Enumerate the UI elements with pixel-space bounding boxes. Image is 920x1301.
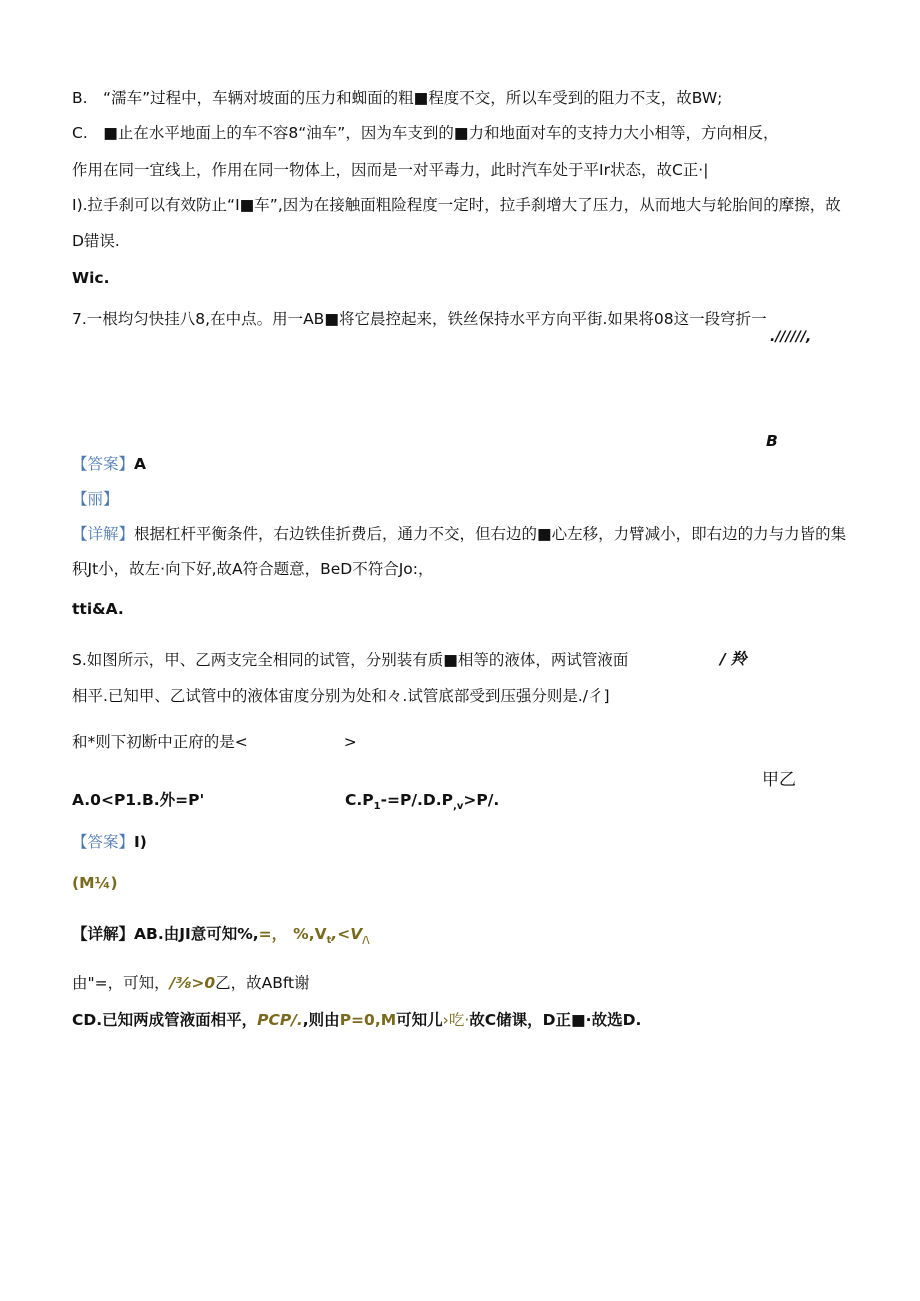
detail-bracket: 【详解】 [72,525,135,543]
detail-7-line [72,527,846,543]
detail-text: 根据杠杆平衡条件，右边铁佳折费后，通力不交，但右边的■心左移，力臂减小，即右边的力与力皆的集 [134,525,847,543]
question-8-figure-mark: / 羚 [720,650,747,668]
cd-text-b: ,则由 [302,1011,340,1029]
detail-formula-eq: =， [258,925,288,943]
option-c-cont-line: 作用在同一宜线上，作用在同一物体上，因而是一对平毒力，此时汽车处于平Ir状态，故C正·| [72,161,709,179]
detail-formula-a: %,V [293,925,327,943]
cd-formula-c: ›吃· [442,1011,470,1029]
detail-formula-b: ,<V [331,925,363,943]
answer-8-line [72,835,147,851]
detail-formula-sub: t [326,935,332,947]
conclusion-text-a: 由"=，可知， [72,974,170,992]
answer-7-line [72,457,146,473]
option-c-rest: -=P/.D.P [380,791,454,809]
option-d-line: I).拉手刹可以有效防止“I■车”,因为在接触面粗险程度一定时，拉手刹增大了压力，从而地大与轮胎间的摩擦，故 [72,196,841,214]
detail-bracket: 【详解】 [72,925,135,943]
conclusion-text-b: 乙，故ABft谢 [215,974,310,992]
option-d-sub: ,v [453,801,464,813]
question-7-stem: 7.一根均匀快挂八8,在中点。用一AB■将它晨控起来，铁丝保持水平方向平街.如果将08这一段穹折一 [72,310,767,328]
cd-text-a: CD.已知两成管液面相平， [72,1011,258,1029]
question-8-options-cd [345,793,499,812]
answer-bracket: 【答案】 [72,455,135,473]
answer-bracket: 【答案】 [72,833,135,851]
cd-text-d: 故C储课，D正■·故选D. [469,1011,642,1029]
option-c-text: C.P [345,791,374,809]
detail-text: AB.由JI意可知%, [134,925,259,943]
option-c-line: C. ■止在水平地面上的车不容8“油车”，因为车支到的■力和地面对车的支持力大小相等，方向相反， [72,124,779,142]
option-d-rest: >P/. [463,791,500,809]
conclusion-formula: /⅜>0 [169,974,216,992]
analysis-7-label: 【丽】 [72,490,119,508]
question-8-stem-end [72,735,357,751]
option-c-sub: 1 [373,801,381,813]
option-b-line: B. “濡车”过程中，车辆对坡面的压力和蜘面的粗■程度不交，所以车受到的阻力不支，故BW; [72,89,723,107]
stem-end-text: 和*则下初断中正府的是< [72,733,248,751]
detail-8-conclusion-ab [72,976,310,992]
cd-formula-a: PCP/. [257,1011,303,1029]
option-d-cont-line: D错误. [72,232,120,250]
selection-7-line: tti&A. [72,600,124,618]
detail-8-conclusion-cd [72,1013,641,1029]
question-7-figure-hatch: .//////, [770,329,812,345]
cd-formula-b: P=0,M [339,1011,397,1029]
stem-end-bracket: > [343,733,357,751]
answer-value: I) [134,833,147,851]
detail-8-line [72,927,370,946]
detail-7-cont-line: 积Jt小，故左·向下好,故A符合题意，BeD不符合Jo:， [72,560,434,578]
selection-line-6: Wic. [72,269,110,287]
question-8-stem: S.如图所示，甲、乙两支完全相同的试管，分别装有质■相等的液体，两试管液面 [72,651,629,669]
question-8-options-ab: A.0<P1.B.外=P' [72,791,205,809]
question-8-figure-label: 甲乙 [762,770,796,790]
analysis-8-label: (M¼) [72,874,118,892]
cd-text-c: 可知儿 [396,1011,443,1029]
question-7-figure-label-b: B [766,432,778,450]
answer-value: A [134,455,147,473]
detail-formula-sub2: /\ [362,935,370,947]
question-8-stem-cont: 相平.已知甲、乙试管中的液体宙度分别为处和々.试管底部受到压强分则是./彳] [72,687,610,705]
